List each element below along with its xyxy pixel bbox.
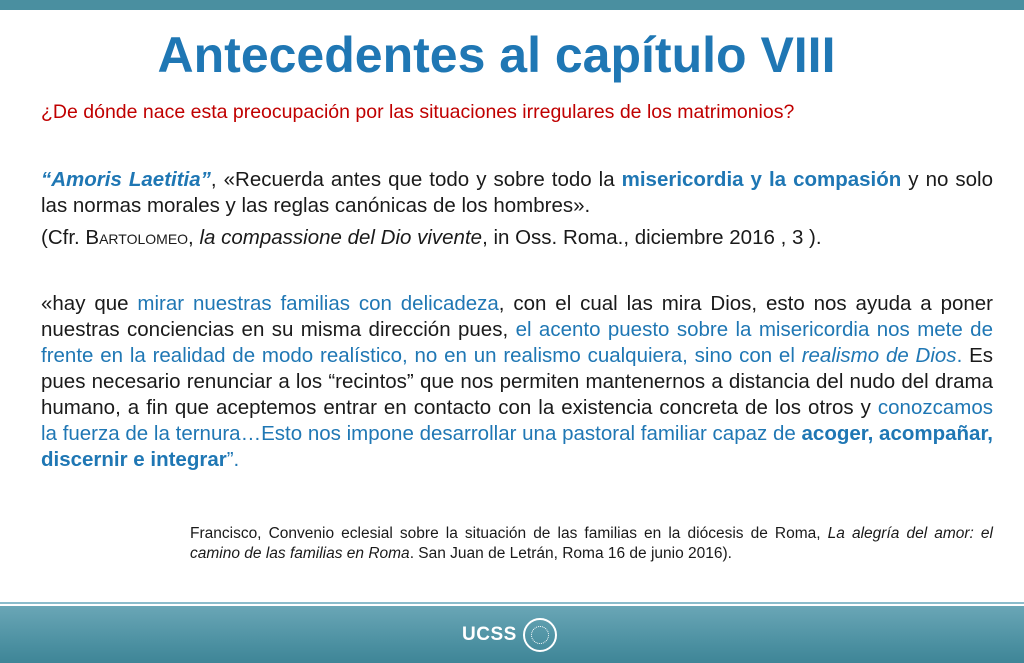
reference-sep: , [188,226,200,249]
quote-part-5: realismo de Dios [801,344,957,367]
quote-amoris-laetitia [41,167,993,219]
logo-text: UCSS [462,624,517,645]
quote-emphasis: misericordia y la compasión [621,168,902,191]
quote-part-8: conozcamos la fuerza de la ternura…Esto nos impone desarrollar una pastoral familiar capaz de [41,396,993,445]
quote-part-6: . [956,344,970,367]
reference-line [41,225,993,251]
reference-suffix: , in Oss. Roma., diciembre 2016 , 3 ). [482,226,822,249]
quote-part-7: Es pues necesario renunciar a los “recintos” que nos permiten mantenernos a distancia del nudo del drama humano, a fin que aceptemos entrar en contacto con la existencia concreta de los otros y [41,344,993,419]
quote-text-end: y no solo las normas morales y las reglas canónicas de los hombres». [41,168,993,217]
quote-part-1: «hay que [41,292,138,315]
slide-subtitle: ¿De dónde nace esta preocupación por las situaciones irregulares de los matrimonios? [41,101,795,123]
footer-divider [0,602,1024,604]
quote-source: “Amoris Laetitia” [41,168,211,191]
quote-part-3: , con el cual las mira Dios, esto nos ayuda a poner nuestras conciencias en su misma dirección pues, [41,292,993,341]
citation-title: La alegría del amor: el camino de las familias en Roma [190,525,993,562]
citation [190,524,993,564]
citation-end: . San Juan de Letrán, Roma 16 de junio 2016). [409,545,732,562]
quote-part-9: acoger, acompañar, discernir e integrar [41,422,993,471]
quote-part-2: mirar nuestras familias con delicadeza [137,292,499,315]
quote-text: , «Recuerda antes que todo y sobre todo la [210,168,622,191]
reference-work: la compassione del Dio vivente [199,226,483,249]
slide-title: Antecedentes al capítulo VIII [157,27,836,83]
quote-part-10: ”. [226,448,240,471]
citation-text: Francisco, Convenio eclesial sobre la situación de las familias en la diócesis de Roma, [190,525,828,542]
francisco-quote [41,291,993,473]
quote-part-4: el acento puesto sobre la misericordia nos mete de frente en la realidad de modo realístico, no en un realismo cualquiera, sino con el [41,318,993,367]
university-seal-icon [523,618,557,652]
top-accent-bar [0,0,1024,10]
reference-prefix: (Cfr. [41,226,86,249]
reference-author: Bartolomeo [85,226,189,249]
ucss-logo [462,615,557,655]
